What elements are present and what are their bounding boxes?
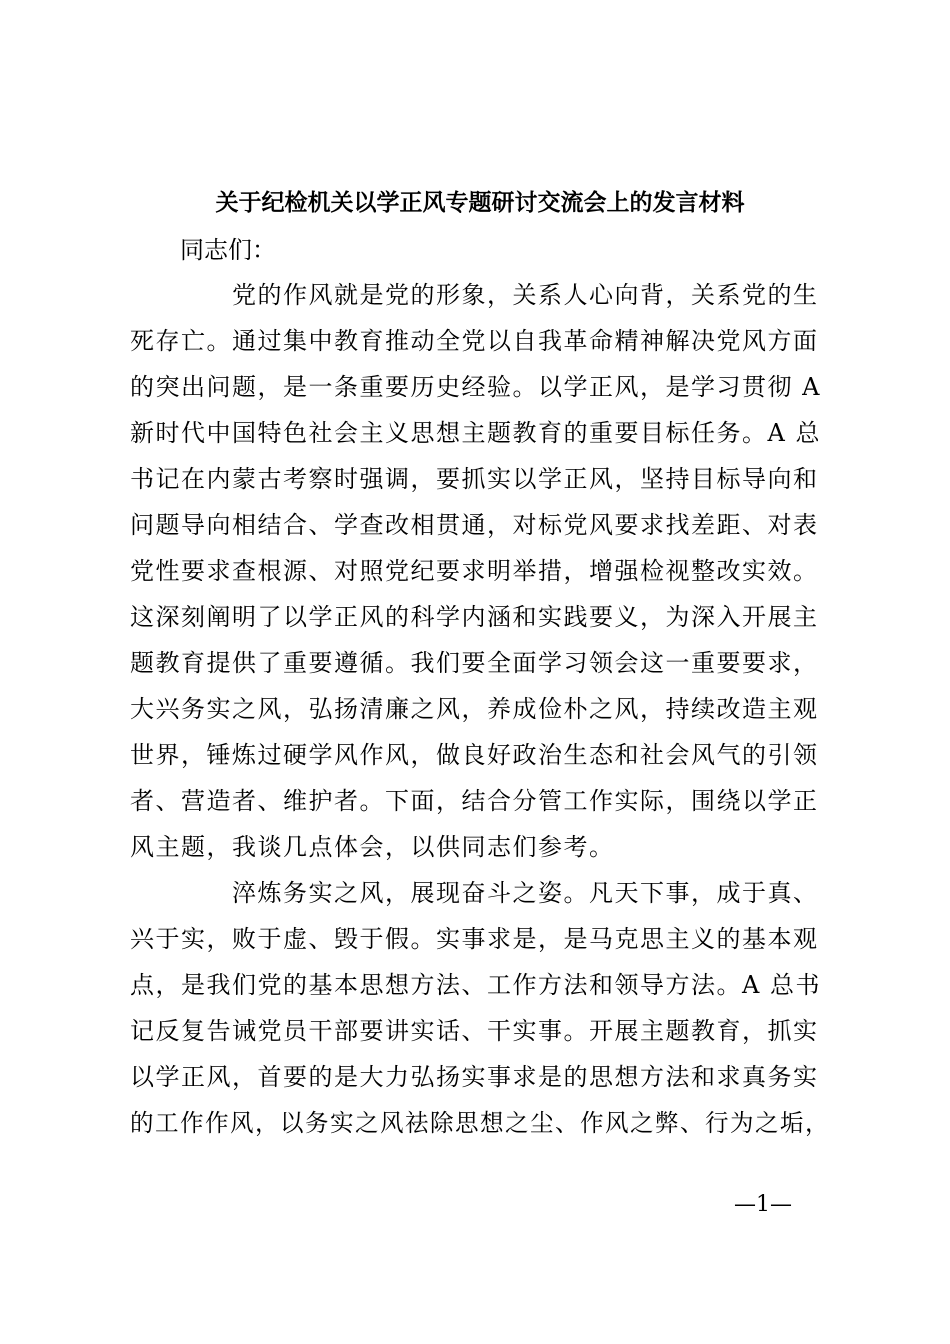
paragraph-2-line-5: 以学正风，首要的是大力弘扬实事求是的思想方法和求真务实: [130, 1063, 819, 1091]
paragraph-1-line-10: 大兴务实之风，弘扬清廉之风，养成俭朴之风，持续改造主观: [130, 695, 819, 723]
paragraph-1-line-4: 新时代中国特色社会主义思想主题教育的重要目标任务。A 总: [130, 419, 821, 447]
paragraph-2-line-2: 兴于实，败于虚、毁于假。实事求是，是马克思主义的基本观: [130, 925, 819, 953]
document-title: 关于纪检机关以学正风专题研讨交流会上的发言材料: [215, 189, 745, 216]
page-number: —1—: [734, 1192, 792, 1217]
paragraph-1-line-7: 党性要求查根源、对照党纪要求明举措，增强检视整改实效。: [130, 557, 819, 585]
paragraph-1-line-9: 题教育提供了重要遵循。我们要全面学习领会这一重要要求，: [130, 649, 819, 677]
paragraph-2-line-1: 淬炼务实之风，展现奋斗之姿。凡天下事，成于真、: [232, 879, 819, 907]
paragraph-1-line-11: 世界，锤炼过硬学风作风，做良好政治生态和社会风气的引领: [130, 741, 819, 769]
paragraph-1-line-8: 这深刻阐明了以学正风的科学内涵和实践要义，为深入开展主: [130, 603, 819, 631]
paragraph-1-line-2: 死存亡。通过集中教育推动全党以自我革命精神解决党风方面: [130, 327, 819, 355]
paragraph-2-line-3: 点，是我们党的基本思想方法、工作方法和领导方法。A 总书: [130, 971, 821, 999]
paragraph-1-line-3: 的突出问题，是一条重要历史经验。以学正风，是学习贯彻 A: [130, 373, 821, 401]
salutation: 同志们：: [180, 236, 276, 264]
paragraph-1-line-6: 问题导向相结合、学查改相贯通，对标党风要求找差距、对表: [130, 511, 819, 539]
paragraph-1-line-13: 风主题，我谈几点体会，以供同志们参考。: [130, 833, 615, 861]
paragraph-2-line-4: 记反复告诫党员干部要讲实话、干实事。开展主题教育，抓实: [130, 1017, 819, 1045]
paragraph-1-line-1: 党的作风就是党的形象，关系人心向背，关系党的生: [232, 281, 819, 309]
paragraph-1-line-12: 者、营造者、维护者。下面，结合分管工作实际，围绕以学正: [130, 787, 819, 815]
paragraph-1-line-5: 书记在内蒙古考察时强调，要抓实以学正风，坚持目标导向和: [130, 465, 819, 493]
paragraph-2-line-6: 的工作作风，以务实之风祛除思想之尘、作风之弊、行为之垢，: [130, 1109, 830, 1137]
